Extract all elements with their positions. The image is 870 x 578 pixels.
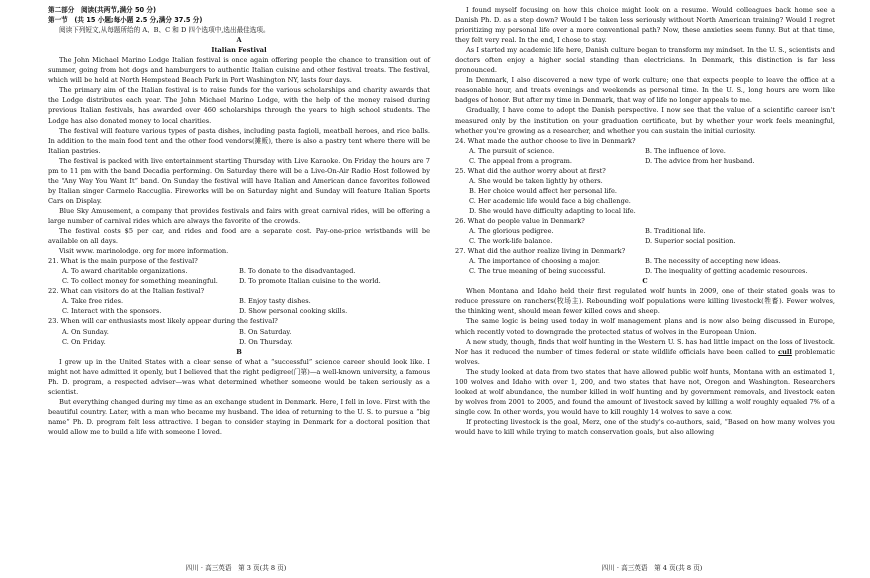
- passage-a-paragraph: The festival is packed with live entertainment starting Thursday with Live Karaoke. On Friday the hours are 7 pm to 11 pm with the band Decadia performing. On Saturday there will be a Live-On-Air Radio Host followed by the “Any Way You Want It” band. On Sunday the festival will have Italian and American dance favorites followed by Italian singer Carmelo Raccuglia. Fireworks will be on Saturday night and Sunday will feature Italian Sports Cars on Display.: [48, 156, 430, 205]
- option-a: A. On Sunday.: [62, 327, 109, 336]
- passage-b-paragraph: I grew up in the United States with a clear sense of what a “successful” science career should look like. I might not have admitted it openly, but I believed that the right pedigree(门第)—a well-known university, a famous Ph. D. program, a respected adviser—was what determined whether someone would be taken seriously as a scientist.: [48, 357, 430, 396]
- option-b: B. The influence of love.: [645, 146, 726, 155]
- question-23: 23. When will car enthusiasts most likely appear during the festival?: [48, 317, 278, 326]
- instruction: 阅读下列短文,从每题所给的 A、B、C 和 D 四个选项中,选出最佳选项。: [59, 26, 270, 35]
- passage-b-paragraph: But everything changed during my time as an exchange student in Denmark. Here, I fell in love. First with the beautiful country. Later, with a man who became my husband. The idea of returning to the U. S. to pursue a “big name” Ph. D. program felt less attractive. I began to consider staying in Denmark for a doctoral position that would allow me to build a life with someone I loved.: [48, 397, 430, 436]
- option-a: A. The importance of choosing a major.: [469, 257, 601, 266]
- option-a: A. She would be taken lightly by others.: [469, 176, 603, 185]
- question-21-options: [48, 266, 430, 286]
- question-24: 24. What made the author choose to live in Denmark?: [455, 136, 636, 145]
- option-b: B. Traditional life.: [645, 227, 706, 236]
- passage-a-paragraph: The festival costs $5 per car, and rides and food are a separate cost. Pay-one-price wristbands will be available on all days.: [48, 227, 430, 246]
- option-a: A. The pursuit of science.: [469, 146, 555, 155]
- passage-b-paragraph: I found myself focusing on how this choice might look on a resume. Would colleagues back home see a Danish Ph. D. as a step down? Would I be taken less seriously without North American training? Would I regret prioritizing my personal life over a more conventional path? Now, these anxieties seem funny. But at that time, they felt very real. In the end, I chose to stay.: [455, 6, 835, 45]
- option-c: C. Interact with the sponsors.: [62, 307, 162, 316]
- question-24-options: [455, 146, 835, 166]
- passage-a-letter: A: [236, 36, 242, 45]
- question-26: 26. What do people value in Denmark?: [455, 216, 585, 225]
- option-a: A. To award charitable organizations.: [62, 267, 188, 276]
- question-27: 27. What did the author realize living in Denmark?: [455, 247, 626, 256]
- passage-a-paragraph: The primary aim of the Italian festival is to raise funds for the various scholarships and charity awards that the Lodge distributes each year. The John Michael Marino Lodge, with the help of the money raised during previous Italian festivals, has awarded over 460 scholarships through the years to high school students. The Lodge has also donated money to local charities.: [48, 86, 430, 125]
- option-d: D. She would have difficulty adapting to local life.: [469, 206, 636, 215]
- option-b: B. The necessity of accepting new ideas.: [645, 257, 781, 266]
- question-27-options: [455, 256, 835, 276]
- right-column: [455, 5, 835, 437]
- section-title: 第二部分 阅读(共两节,满分 50 分): [48, 6, 157, 14]
- passage-b-paragraph: In Denmark, I also discovered a new type of work culture; one that expects people to leave the office at a reasonable hour, and treats evenings and weekends as personal time. In the U. S., long hours are worn like badges of honor. But after my time in Denmark, that way of life no longer appeals to me.: [455, 76, 835, 105]
- option-b: B. Her choice would affect her personal life.: [469, 186, 617, 195]
- passage-b-letter: B: [236, 347, 242, 356]
- option-d: D. The inequality of getting academic resources.: [645, 267, 808, 276]
- option-d: D. Show personal cooking skills.: [239, 307, 348, 316]
- left-column: [48, 5, 430, 437]
- passage-b-paragraph: Gradually, I have come to adopt the Danish perspective. I now see that the value of a scientific career isn't measured only by the institution on your graduation certificate, but by whether your work feels meaningful, whether you're growing as a researcher, and whether you can sustain the initial curiosity.: [455, 106, 835, 135]
- option-b: B. To donate to the disadvantaged.: [239, 267, 356, 276]
- passage-c-paragraph: When Montana and Idaho held their first regulated wolf hunts in 2009, one of their stated goals was to reduce pressure on ranchers(牧场主). Rebounding wolf populations were killing livestock(牲畜). Fewer wolves, the thinking went, should mean fewer killed cows and sheep.: [455, 287, 835, 316]
- option-d: D. The advice from her husband.: [645, 156, 755, 165]
- option-d: D. On Thursday.: [239, 337, 293, 346]
- passage-c-text: A new study, though, finds that wolf hunting in the Western U. S. has had little impact on the loss of livestock. Nor has it reduced the number of times federal or state wildlife officials have been called to: [455, 337, 835, 356]
- option-b: B. Enjoy tasty dishes.: [239, 297, 311, 306]
- option-a: A. Take free rides.: [62, 297, 124, 306]
- option-c: C. The appeal from a program.: [469, 156, 572, 165]
- question-23-options: [48, 327, 430, 347]
- passage-c-paragraph: The same logic is being used today in wolf management plans and is now also being discussed in Europe, which recently voted to downgrade the protected status of wolves in the European Union.: [455, 317, 835, 336]
- option-c: C. On Friday.: [62, 337, 106, 346]
- option-c: C. To collect money for something meaningful.: [62, 277, 218, 286]
- question-22: 22. What can visitors do at the Italian festival?: [48, 287, 205, 296]
- passage-a-paragraph: Blue Sky Amusement, a company that provides festivals and fairs with great carnival rides, will be offering a large number of carnival rides which are always the favorite of the crowds.: [48, 206, 430, 225]
- option-d: D. To promote Italian cuisine to the world.: [239, 277, 381, 286]
- question-25: 25. What did the author worry about at first?: [455, 166, 606, 175]
- page-footer-right: 四川 · 高三英语 第 4 页(共 8 页): [601, 564, 703, 572]
- option-c: C. The true meaning of being successful.: [469, 267, 606, 276]
- option-c: C. The work-life balance.: [469, 237, 553, 246]
- passage-a-paragraph: Visit www. marinolodge. org for more information.: [59, 247, 229, 256]
- page-footer-left: 四川 · 高三英语 第 3 页(共 8 页): [185, 564, 287, 572]
- passage-c-paragraph: The study looked at data from two states that have allowed public wolf hunts, Montana with an estimated 1, 100 wolves and Idaho with over 1, 200, and two states that have not, Oregon and Washington. Researchers looked at wolf abundance, the number killed in wolf hunting and by government removals, and livestock eaten by wolves from 2001 to 2005, and found the amount of livestock saved by killing a wolf roughly equaled 7% of a single cow. In other words, you would have to kill roughly 14 wolves to save a cow.: [455, 367, 835, 416]
- passage-a-paragraph: The festival will feature various types of pasta dishes, including pasta fagioli, meatball heroes, and rice balls. In addition to the main food tent and the other food vendors(摊贩), there is also a pastry tent where there will be Italian pastries.: [48, 126, 430, 155]
- question-22-options: [48, 296, 430, 316]
- passage-a-title: Italian Festival: [211, 46, 267, 55]
- question-26-options: [455, 226, 835, 246]
- option-c: C. Her academic life would face a big challenge.: [469, 196, 631, 205]
- passage-c-paragraph: If protecting livestock is the goal, Merz, one of the study's co-authors, said, “Based on how many wolves you would have to kill while trying to match conservation goals, but also allowing: [455, 417, 835, 436]
- option-d: D. Superior social position.: [645, 237, 736, 246]
- passage-c-letter: C: [642, 277, 648, 286]
- underlined-word-cull: cull: [778, 347, 792, 356]
- passage-b-paragraph: As I started my academic life here, Danish culture began to transform my mindset. In the U. S., scientists and doctors often enjoy a higher social standing than electricians. In Denmark, this distinction is far less pronounced.: [455, 46, 835, 75]
- option-b: B. On Saturday.: [239, 327, 292, 336]
- part-title: 第一节 (共 15 小题;每小题 2.5 分,满分 37.5 分): [48, 16, 203, 25]
- option-a: A. The glorious pedigree.: [469, 227, 554, 236]
- passage-c-text: problematic wolves.: [455, 347, 835, 366]
- passage-a-paragraph: The John Michael Marino Lodge Italian festival is once again offering people the chance to transition out of summer, going from hot dogs and hamburgers to authentic Italian cuisine and other festival treats. The festival, which will be held at North Hempstead Beach Park in Port Washington NY, lasts four days.: [48, 56, 430, 85]
- question-21: 21. What is the main purpose of the festival?: [48, 257, 198, 266]
- passage-c-paragraph: [455, 337, 835, 367]
